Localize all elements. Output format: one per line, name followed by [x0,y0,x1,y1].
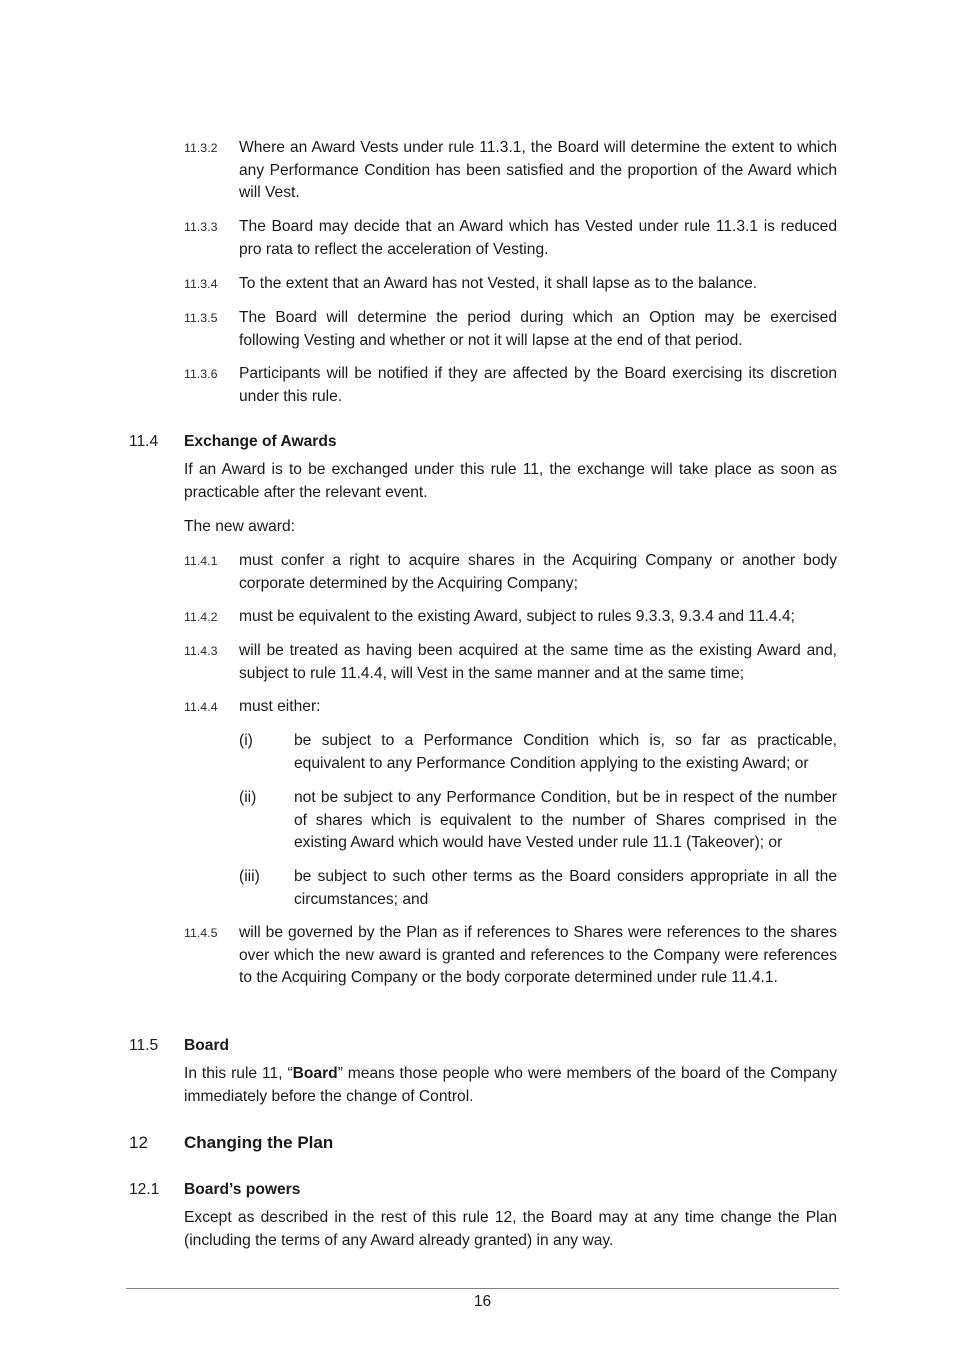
clause-number: 11.4.2 [184,610,218,624]
clause-text: The Board may decide that an Award which has Vested under rule 11.3.1 is reduced pro rata to reflect the acceleration of Vesting. [239,218,837,258]
subclause-text: not be subject to any Performance Condition, but be in respect of the number of shares which is equivalent to the number of Shares comprised in the existing Award which would have Vested under rule 11.1 (Takeover); or [294,789,837,852]
section-intro: If an Award is to be exchanged under this rule 11, the exchange will take place as soon as practicable after the relevant event. [184,461,837,501]
subclause-number: (iii) [239,868,260,885]
section-body: Except as described in the rest of this rule 12, the Board may at any time change the Plan (including the terms of any Award already granted) in any way. [184,1209,837,1249]
clause-text: The Board will determine the period during which an Option may be exercised following Vesting and whether or not it will lapse at the end of that period. [239,309,837,349]
defined-term: Board [292,1065,338,1082]
subclause-number: (ii) [239,789,257,806]
page-number: 16 [473,1293,492,1310]
subclause-number: (i) [239,732,253,749]
clause-number: 11.4.3 [184,644,218,658]
clause-text: Where an Award Vests under rule 11.3.1, the Board will determine the extent to which any Performance Condition has been satisfied and the proportion of the Award which will Vest. [239,139,837,202]
clause-text: To the extent that an Award has not Vested, it shall lapse as to the balance. [239,275,758,292]
clause-text: must either: [239,698,321,715]
section-number: 12 [129,1133,148,1152]
definition-text-before: In this rule 11, “ [184,1065,293,1082]
section-number: 11.4 [129,433,159,450]
clause-number: 11.3.6 [184,367,218,381]
definition-text-after: ” means those people who were members of the board of the Company immediately before the change of Control. [184,1065,837,1105]
clause-number: 11.3.5 [184,311,218,325]
clause-number: 11.3.4 [184,277,218,291]
footer-divider [126,1288,839,1289]
clause-number: 11.3.2 [184,141,218,155]
section-number: 12.1 [129,1181,160,1198]
clause-text: must be equivalent to the existing Award, subject to rules 9.3.3, 9.3.4 and 11.4.4; [239,608,795,625]
subclause-text: be subject to a Performance Condition which is, so far as practicable, equivalent to any Performance Condition applying to the existing Award; or [294,732,837,772]
section-number: 11.5 [129,1037,159,1054]
clause-number: 11.4.5 [184,926,218,940]
clause-text: Participants will be notified if they are affected by the Board exercising its discretion under this rule. [239,365,837,405]
clause-text: will be treated as having been acquired at the same time as the existing Award and, subject to rule 11.4.4, will Vest in the same manner and at the same time; [239,642,837,682]
section-body [184,1063,837,1108]
subclause-text: be subject to such other terms as the Board considers appropriate in all the circumstances; and [294,868,837,908]
clause-number: 11.4.4 [184,700,218,714]
section-heading: Board [184,1037,230,1054]
clause-number: 11.4.1 [184,554,218,568]
chapter-heading: Changing the Plan [184,1133,334,1152]
clause-number: 11.3.3 [184,220,218,234]
clause-text: must confer a right to acquire shares in the Acquiring Company or another body corporate determined by the Acquiring Company; [239,552,837,592]
section-heading: Exchange of Awards [184,433,337,450]
clause-text: will be governed by the Plan as if references to Shares were references to the shares over which the new award is granted and references to the Company were references to the Acquiring Company or the body corporate determined under rule 11.4.1. [239,924,837,987]
section-heading: Board’s powers [184,1181,301,1198]
section-lead: The new award: [184,518,295,535]
